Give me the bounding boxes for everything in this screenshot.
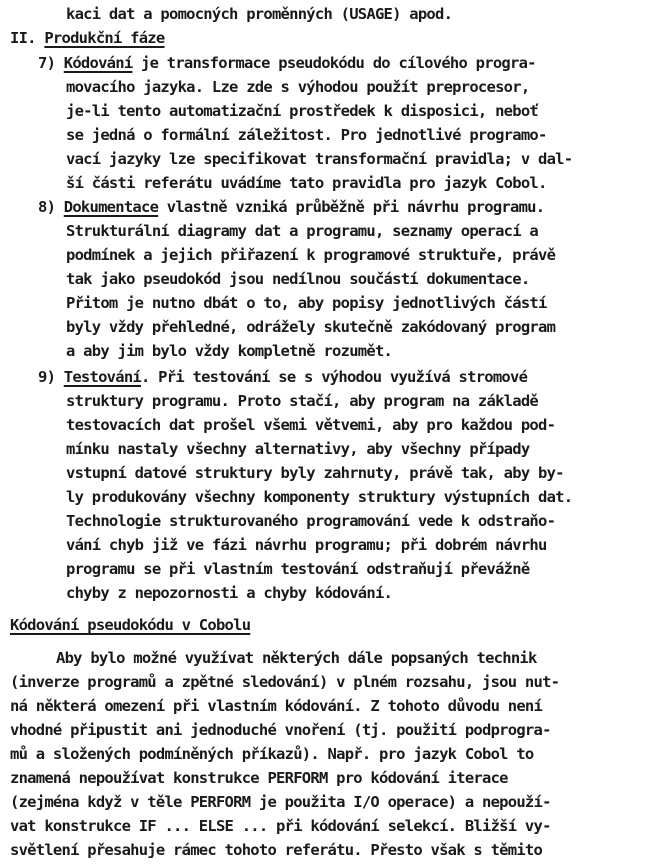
term-testovani: Testování [63, 368, 141, 386]
text-line: Strukturální diagramy dat a programu, seznamy operací a [66, 222, 538, 240]
text-line: Technologie strukturovaného programování vede k odstraňo- [66, 512, 556, 530]
text-line: vání chyb již ve fázi návrhu programu; při dobrém návrhu [66, 536, 547, 554]
text-line: mínku nastaly všechny alternativy, aby všechny případy [66, 440, 530, 458]
section-heading: II. Produkční fáze [10, 29, 165, 47]
list-item-heading: 7) Kódování je transformace pseudokódu do cílového progra- [38, 54, 536, 72]
text-line: struktury programu. Proto stačí, aby program na základě [66, 392, 538, 410]
text-line: světlení přesahuje rámec tohoto referátu. Přesto však s těmito [10, 841, 543, 859]
text-line: ná některá omezení při vlastním kódování. Z tohoto důvodu není [10, 697, 543, 715]
text-line: chyby z nepozornosti a chyby kódování. [66, 584, 393, 602]
text-line: se jedná o formální záležitost. Pro jednotlivé programo- [66, 126, 547, 144]
text-line: ší části referátu uvádíme tato pravidla pro jazyk Cobol. [66, 174, 547, 192]
list-item-heading: 9) Testování. Při testování se s výhodou využívá stromové [38, 368, 528, 386]
text-line: vat konstrukce IF ... ELSE ... při kódování selekcí. Bližší vy- [10, 817, 551, 835]
text-line: Přitom je nutno dbát o to, aby popisy jednotlivých částí [66, 294, 547, 312]
text-line: byly vždy přehledné, odrážely skutečně zakódovaný program [66, 318, 556, 336]
text-line: vstupní datové struktury byly zahrnuty, právě tak, aby by- [66, 464, 564, 482]
subsection-title: Kódování pseudokódu v Cobolu [10, 616, 251, 634]
term-kodovani: Kódování [63, 54, 133, 72]
term-dokumentace: Dokumentace [63, 198, 159, 216]
subsection-heading [10, 614, 250, 636]
text-line: Aby bylo možné využívat některých dále popsaných technik [56, 649, 537, 667]
text-line: a aby jim bylo vždy kompletně rozumět. [66, 342, 393, 360]
text-line: vací jazyky lze specifikovat transformační pravidla; v dal- [66, 150, 573, 168]
section-title: Produkční fáze [44, 29, 165, 47]
text-line: (inverze programů a zpětné sledování) v plném rozsahu, jsou nut- [10, 673, 560, 691]
text-line: ly produkovány všechny komponenty struktury výstupních dat. [66, 488, 573, 506]
text-line: mů a složených podmíněných příkazů). Např. pro jazyk Cobol to [10, 745, 534, 763]
text-line: tak jako pseudokód jsou nedílnou součástí dokumentace. [66, 270, 530, 288]
text-line: je-li tento automatizační prostředek k disposici, neboť [66, 102, 538, 120]
list-item-heading: 8) Dokumentace vlastně vzniká průběžně při návrhu programu. [38, 198, 545, 216]
text-line: kaci dat a pomocných proměnných (USAGE) apod. [66, 5, 453, 23]
text-line: (zejména když v těle PERFORM je použita I/O operace) a nepouží- [10, 793, 551, 811]
text-line: movacího jazyka. Lze zde s výhodou použít preprocesor, [66, 78, 530, 96]
text-line: programu se při vlastním testování odstraňují převážně [66, 560, 530, 578]
text-line: testovacích dat prošel všemi větvemi, aby pro každou pod- [66, 416, 556, 434]
text-line: vhodné připustit ani jednoduché vnoření (tj. použití podprogra- [10, 721, 551, 739]
text-line: znamená nepoužívat konstrukce PERFORM pro kódování iterace [10, 769, 508, 787]
text-line: podmínek a jejich přiřazení k programové struktuře, právě [66, 246, 556, 264]
